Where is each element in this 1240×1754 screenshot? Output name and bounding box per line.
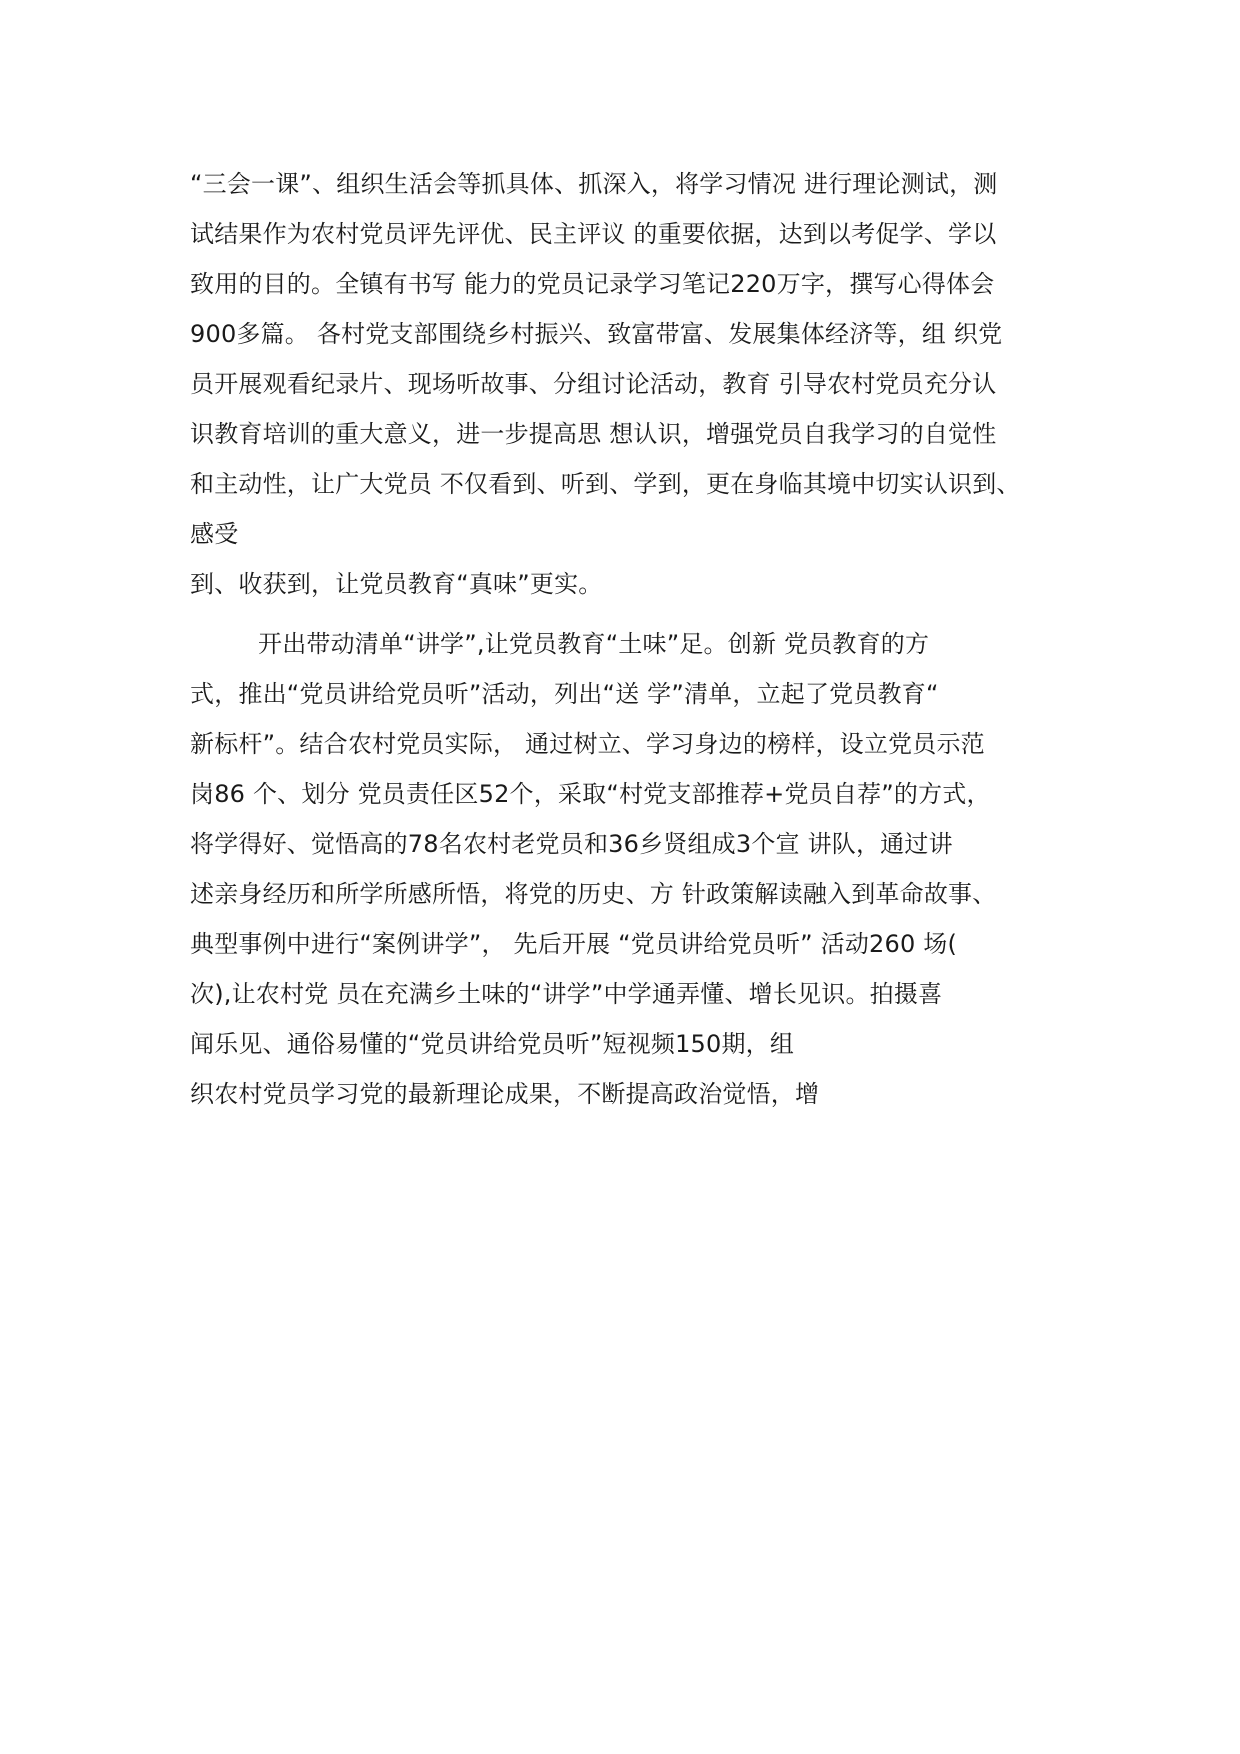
paragraph-2-line-1: 开出带动清单“讲学”,让党员教育“土味”足。创新 党员教育的方: [258, 630, 930, 658]
paragraph-1-line-7: 和主动性，让广大党员 不仅看到、听到、学到，更在身临其境中切实认识到、: [190, 470, 1021, 498]
paragraph-1-line-2: 试结果作为农村党员评先评优、民主评议 的重要依据，达到以考促学、学以: [190, 220, 997, 248]
paragraph-2-line-3: 新标杆”。结合农村党员实际， 通过树立、学习身边的榜样，设立党员示范: [190, 730, 985, 758]
paragraph-2-line-5: 将学得好、觉悟高的78名农村老党员和36乡贤组成3个宣 讲队，通过讲: [190, 830, 953, 858]
paragraph-1-line-5: 员开展观看纪录片、现场听故事、分组讨论活动，教育 引导农村党员充分认: [190, 370, 997, 398]
paragraph-2-line-2: 式，推出“党员讲给党员听”活动，列出“送 学”清单，立起了党员教育“: [190, 680, 939, 708]
paragraph-1-line-8: 感受: [190, 520, 239, 548]
paragraph-2-line-8: 次),让农村党 员在充满乡土味的“讲学”中学通弄懂、增长见识。拍摄喜: [190, 980, 943, 1008]
paragraph-2-line-10: 织农村党员学习党的最新理论成果，不断提高政治觉悟，增: [190, 1080, 820, 1108]
paragraph-1-line-1: “三会一课”、组织生活会等抓具体、抓深入，将学习情况 进行理论测试，测: [190, 170, 998, 198]
paragraph-1-line-4: 900多篇。 各村党支部围绕乡村振兴、致富带富、发展集体经济等，组 织党: [190, 320, 1003, 348]
paragraph-1-line-6: 识教育培训的重大意义，进一步提高思 想认识，增强党员自我学习的自觉性: [190, 420, 997, 448]
paragraph-2-line-7: 典型事例中进行“案例讲学”， 先后开展 “党员讲给党员听” 活动260 场(: [190, 930, 958, 958]
paragraph-2-line-6: 述亲身经历和所学所感所悟，将党的历史、方 针政策解读融入到革命故事、: [190, 880, 997, 908]
paragraph-2-line-4: 岗86 个、划分 党员责任区52个，采取“村党支部推荐+党员自荐”的方式，: [190, 780, 991, 808]
paragraph-1-line-9: 到、收获到，让党员教育“真味”更实。: [190, 570, 603, 598]
paragraph-1-line-3: 致用的目的。全镇有书写 能力的党员记录学习笔记220万字，撰写心得体会: [190, 270, 995, 298]
paragraph-2-line-9: 闻乐见、通俗易懂的“党员讲给党员听”短视频150期，组: [190, 1030, 795, 1058]
